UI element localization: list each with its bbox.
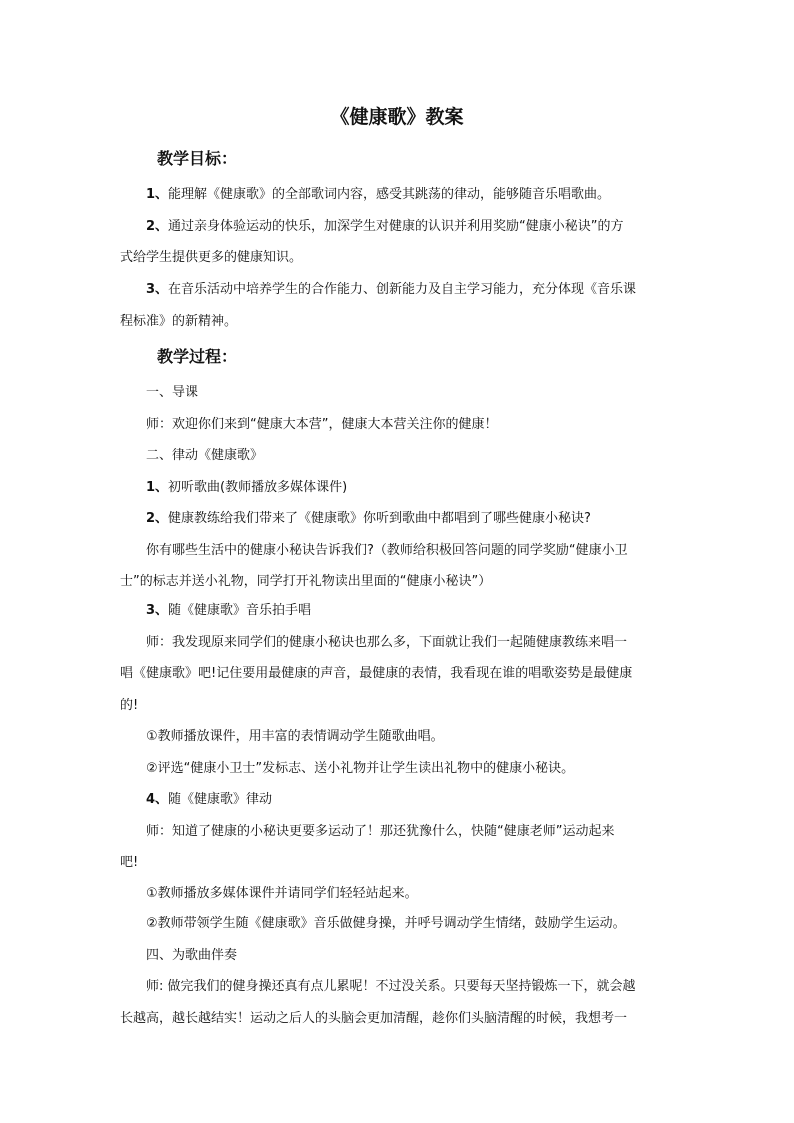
process-line: 师：知道了健康的小秘诀更要多运动了！那还犹豫什么，快随“健康老师”运动起来 <box>146 824 615 839</box>
process-line: 士”的标志并送小礼物，同学打开礼物读出里面的“健康小秘诀”） <box>120 574 492 589</box>
process-step-1-text: 初听歌曲(教师播放多媒体课件) <box>168 480 348 495</box>
process-line: 二、律动《健康歌》 <box>146 448 264 463</box>
process-step-3-num: 3、 <box>146 603 169 618</box>
process-line: 吧! <box>120 855 139 870</box>
process-line: 的! <box>120 698 139 713</box>
goal-item-1-num: 1、 <box>146 187 169 202</box>
process-line: ②评选“健康小卫士”发标志、送小礼物并让学生读出礼物中的健康小秘诀。 <box>146 761 575 776</box>
process-line: ①教师播放多媒体课件并请同学们轻轻站起来。 <box>146 886 418 901</box>
goal-item-2-num: 2、 <box>146 219 169 234</box>
process-line: 四、为歌曲伴奏 <box>146 948 238 963</box>
process-step-4 <box>146 790 272 810</box>
goal-item-3-text: 在音乐活动中培养学生的合作能力、创新能力及自主学习能力，充分体现《音乐课 <box>168 282 637 297</box>
process-line: 师：我发现原来同学们的健康小秘诀也那么多，下面就让我们一起随健康教练来唱一 <box>146 635 628 650</box>
process-line: 师：欢迎你们来到“健康大本营”，健康大本营关注你的健康！ <box>146 417 498 432</box>
process-step-3 <box>146 601 311 621</box>
process-line: ②教师带领学生随《健康歌》音乐做健身操，并呼号调动学生情绪，鼓励学生运动。 <box>146 916 626 931</box>
process-line: 师: 做完我们的健身操还真有点儿累呢！不过没关系。只要每天坚持锻炼一下，就会越 <box>146 979 636 994</box>
process-line: 长越高，越长越结实！运动之后人的头脑会更加清醒，趁你们头脑清醒的时候，我想考一 <box>120 1011 628 1026</box>
goal-item-2-text: 通过亲身体验运动的快乐，加深学生对健康的认识并利用奖励“健康小秘诀”的方 <box>168 219 624 234</box>
document-title: 《健康歌》教案 <box>330 106 464 128</box>
heading-teaching-process: 教学过程： <box>157 347 238 366</box>
process-step-1 <box>146 478 347 498</box>
process-line: 一、导课 <box>146 385 199 400</box>
process-line: ①教师播放课件，用丰富的表情调动学生随歌曲唱。 <box>146 729 444 744</box>
process-step-1-num: 1、 <box>146 480 169 495</box>
process-step-2 <box>146 509 591 529</box>
process-step-3-text: 随《健康歌》音乐拍手唱 <box>168 603 312 618</box>
goal-item-3-num: 3、 <box>146 282 169 297</box>
goal-item-1-text: 能理解《健康歌》的全部歌词内容，感受其跳荡的律动，能够随音乐唱歌曲。 <box>168 187 611 202</box>
process-step-4-text: 随《健康歌》律动 <box>168 792 273 807</box>
goal-item-3 <box>146 280 636 300</box>
process-step-4-num: 4、 <box>146 792 169 807</box>
heading-teaching-goals: 教学目标： <box>157 149 238 168</box>
process-step-2-text: 健康教练给我们带来了《健康歌》你听到歌曲中都唱到了哪些健康小秘诀? <box>168 511 591 526</box>
goal-item-3-continuation: 程标准》的新精神。 <box>120 314 238 329</box>
goal-item-1 <box>146 185 610 205</box>
process-line: 你有哪些生活中的健康小秘诀告诉我们?（教师给积极回答问题的同学奖励“健康小卫 <box>146 543 628 558</box>
goal-item-2 <box>146 217 624 237</box>
process-step-2-num: 2、 <box>146 511 169 526</box>
goal-item-2-continuation: 式给学生提供更多的健康知识。 <box>120 250 303 265</box>
process-line: 唱《健康歌》吧!记住要用最健康的声音，最健康的表情，我看现在谁的唱歌姿势是最健康 <box>120 666 633 681</box>
